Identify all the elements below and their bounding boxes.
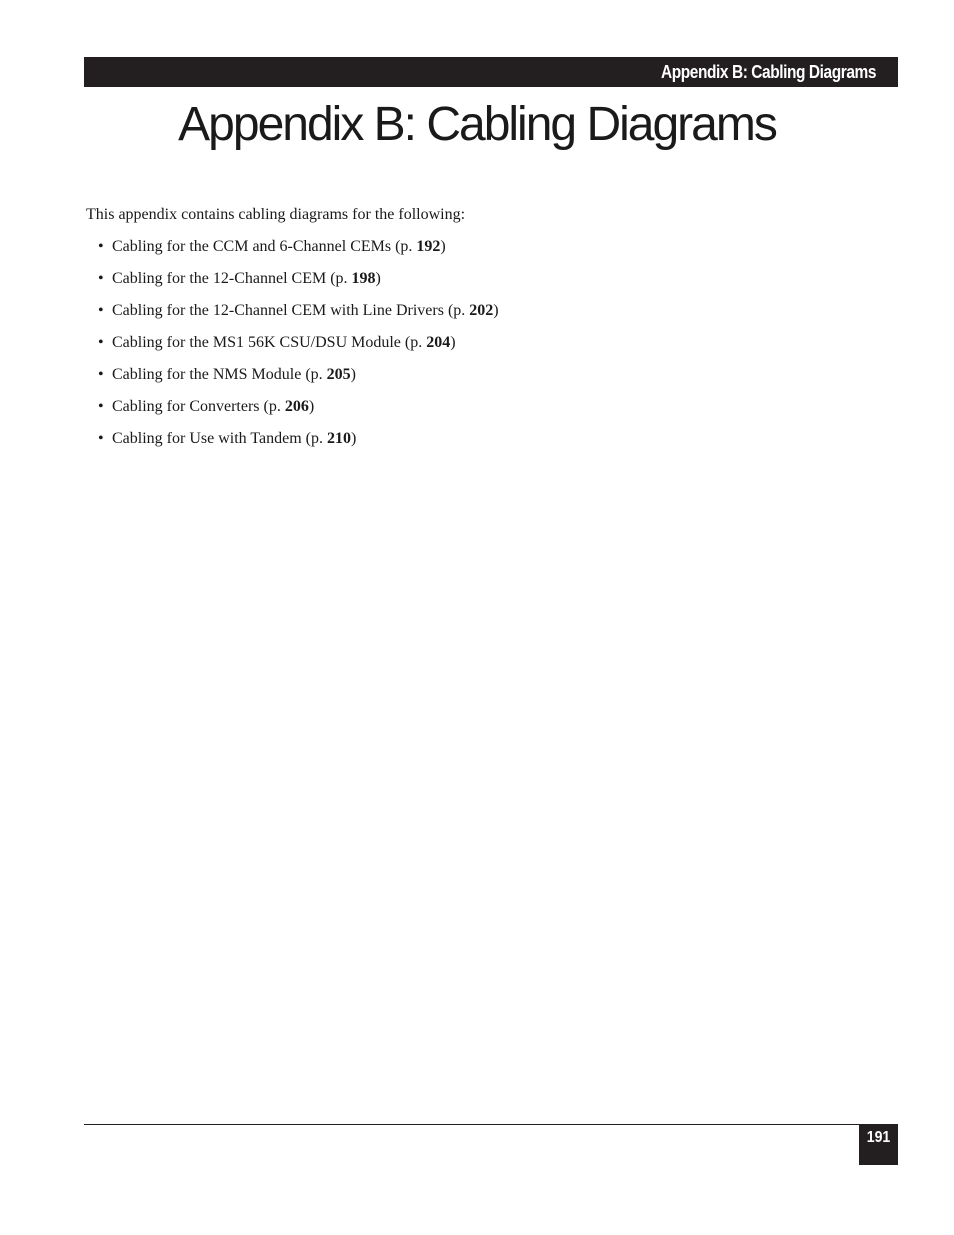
list-item-page: 205: [326, 366, 351, 383]
list-item-text: Cabling for the MS1 56K CSU/DSU Module (p.: [112, 334, 427, 351]
list-item-close: ): [351, 430, 357, 447]
bullet-icon: •: [98, 398, 104, 415]
bullet-icon: •: [98, 430, 104, 447]
page-number-box: [859, 1124, 898, 1165]
intro-paragraph: This appendix contains cabling diagrams for the following:: [86, 206, 466, 223]
contents-list: [98, 236, 499, 460]
list-item-text: Cabling for the CCM and 6-Channel CEMs (p.: [112, 238, 417, 255]
list-item-text: Cabling for Converters (p.: [112, 398, 285, 415]
list-item-close: ): [440, 238, 446, 255]
running-header-title: Appendix B: Cabling Diagrams: [660, 62, 876, 82]
bullet-icon: •: [98, 366, 104, 383]
list-item: [98, 300, 499, 332]
bullet-icon: •: [98, 238, 104, 255]
list-item-page: 204: [426, 334, 451, 351]
page-title: Appendix B: Cabling Diagrams: [178, 98, 776, 151]
page-number: 191: [866, 1129, 891, 1146]
bullet-icon: •: [98, 270, 104, 287]
list-item: [98, 332, 499, 364]
list-item-page: 192: [416, 238, 441, 255]
list-item-close: ): [350, 366, 356, 383]
list-item-close: ): [450, 334, 456, 351]
list-item: [98, 236, 499, 268]
running-header-bar: [84, 57, 898, 87]
list-item: [98, 396, 499, 428]
bullet-icon: •: [98, 302, 104, 319]
list-item-page: 198: [351, 270, 376, 287]
list-item-close: ): [308, 398, 315, 415]
list-item-close: ): [375, 270, 381, 287]
list-item: [98, 268, 499, 300]
bullet-icon: •: [98, 334, 104, 351]
footer-rule: [84, 1124, 898, 1125]
list-item: [98, 428, 499, 460]
list-item-close: ): [493, 302, 499, 319]
list-item-text: Cabling for the 12-Channel CEM with Line Drivers (p.: [112, 302, 470, 319]
list-item-page: 206: [284, 398, 309, 415]
list-item-text: Cabling for the 12-Channel CEM (p.: [112, 270, 352, 287]
list-item: [98, 364, 499, 396]
list-item-page: 202: [469, 302, 494, 319]
list-item-page: 210: [327, 430, 351, 447]
list-item-text: Cabling for Use with Tandem (p.: [112, 430, 327, 447]
list-item-text: Cabling for the NMS Module (p.: [112, 366, 327, 383]
